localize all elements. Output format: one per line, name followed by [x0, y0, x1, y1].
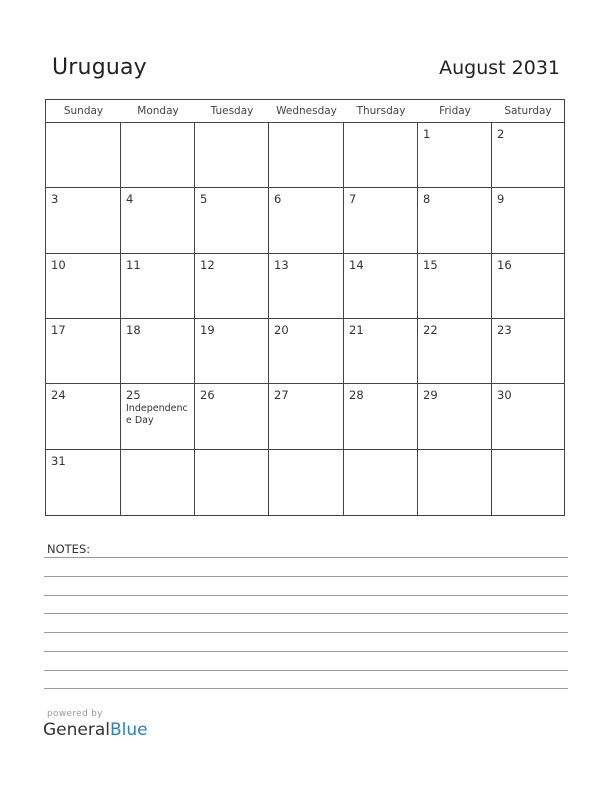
day-number: 21: [349, 323, 364, 337]
day-number: 12: [200, 257, 215, 272]
notes-line: [44, 613, 568, 614]
calendar-country-title: Uruguay: [52, 55, 147, 80]
day-cell[interactable]: [418, 254, 492, 319]
day-number: 10: [51, 257, 66, 272]
day-cell[interactable]: [195, 450, 269, 515]
day-number: 14: [349, 257, 364, 272]
day-cell[interactable]: [121, 188, 195, 253]
weekday-header: Monday: [121, 100, 195, 123]
day-cell[interactable]: [269, 188, 344, 253]
day-cell[interactable]: [46, 123, 121, 188]
day-number: 13: [274, 257, 289, 272]
day-number: 31: [51, 453, 66, 468]
day-cell[interactable]: [492, 450, 564, 515]
day-number: 23: [497, 323, 512, 337]
day-number: 29: [423, 388, 438, 403]
notes-line: [44, 651, 568, 652]
day-number: 11: [126, 257, 141, 272]
generalblue-logo[interactable]: [43, 720, 148, 740]
day-number: 27: [274, 388, 289, 403]
notes-line: [44, 557, 568, 558]
notes-line: [44, 632, 568, 633]
day-cell[interactable]: [344, 254, 418, 319]
brand-general-text: General: [43, 720, 110, 740]
notes-line: [44, 670, 568, 671]
day-cell[interactable]: [195, 123, 269, 188]
powered-by-text: powered by: [47, 709, 103, 719]
day-cell[interactable]: [344, 450, 418, 515]
day-number: 26: [200, 388, 215, 403]
day-cell[interactable]: [121, 254, 195, 319]
day-cell[interactable]: [418, 384, 492, 449]
day-cell[interactable]: [269, 123, 344, 188]
day-cell[interactable]: [195, 188, 269, 253]
day-number: 22: [423, 323, 438, 337]
notes-line: [44, 688, 568, 689]
day-cell[interactable]: [492, 254, 564, 319]
day-cell[interactable]: [121, 450, 195, 515]
day-number: 30: [497, 388, 512, 403]
day-number: 6: [274, 192, 282, 207]
weekday-header: Tuesday: [195, 100, 269, 123]
day-number: 17: [51, 323, 66, 337]
day-cell[interactable]: [418, 450, 492, 515]
weekday-header: Saturday: [492, 100, 564, 123]
day-number: 2: [497, 127, 505, 141]
calendar-grid: [45, 99, 565, 516]
weekday-header: Wednesday: [269, 100, 344, 123]
day-cell[interactable]: [195, 254, 269, 319]
day-number: 4: [126, 192, 134, 207]
weekday-header: Sunday: [46, 100, 121, 123]
weekday-header: Friday: [418, 100, 492, 123]
calendar-month-title: August 2031: [439, 57, 560, 79]
day-cell[interactable]: [46, 254, 121, 319]
day-cell[interactable]: [418, 188, 492, 253]
day-number: 3: [51, 192, 59, 207]
day-cell[interactable]: [418, 123, 492, 188]
day-number: 8: [423, 192, 431, 207]
day-cell[interactable]: [121, 123, 195, 188]
day-number: 25: [126, 388, 141, 403]
day-number: 20: [274, 323, 289, 337]
day-cell[interactable]: [344, 384, 418, 449]
day-number: 1: [423, 127, 431, 141]
day-cell[interactable]: [269, 319, 344, 384]
day-cell[interactable]: [492, 123, 564, 188]
brand-blue-text: Blue: [110, 720, 148, 740]
day-cell[interactable]: [418, 319, 492, 384]
day-cell[interactable]: [46, 384, 121, 449]
day-cell[interactable]: [269, 384, 344, 449]
notes-line: [44, 595, 568, 596]
day-cell[interactable]: [344, 319, 418, 384]
day-number: 19: [200, 323, 215, 337]
day-cell[interactable]: [492, 384, 564, 449]
day-number: 15: [423, 257, 438, 272]
day-cell[interactable]: [344, 123, 418, 188]
day-number: 28: [349, 388, 364, 403]
day-cell[interactable]: [344, 188, 418, 253]
day-cell[interactable]: [492, 188, 564, 253]
day-number: 16: [497, 257, 512, 272]
day-number: 7: [349, 192, 357, 207]
day-number: 5: [200, 192, 208, 207]
day-cell[interactable]: [46, 450, 121, 515]
day-cell[interactable]: [121, 319, 195, 384]
day-cell[interactable]: [492, 319, 564, 384]
day-cell[interactable]: [269, 450, 344, 515]
holiday-label: Independence Day: [126, 403, 188, 427]
weekday-header: Thursday: [344, 100, 418, 123]
day-cell[interactable]: [46, 319, 121, 384]
day-number: 24: [51, 388, 66, 403]
day-cell[interactable]: [121, 384, 195, 449]
day-cell[interactable]: [195, 319, 269, 384]
day-number: 9: [497, 192, 505, 207]
day-cell[interactable]: [269, 254, 344, 319]
day-number: 18: [126, 323, 141, 337]
day-cell[interactable]: [195, 384, 269, 449]
notes-line: [44, 576, 568, 577]
notes-label: NOTES:: [47, 542, 91, 556]
day-cell[interactable]: [46, 188, 121, 253]
